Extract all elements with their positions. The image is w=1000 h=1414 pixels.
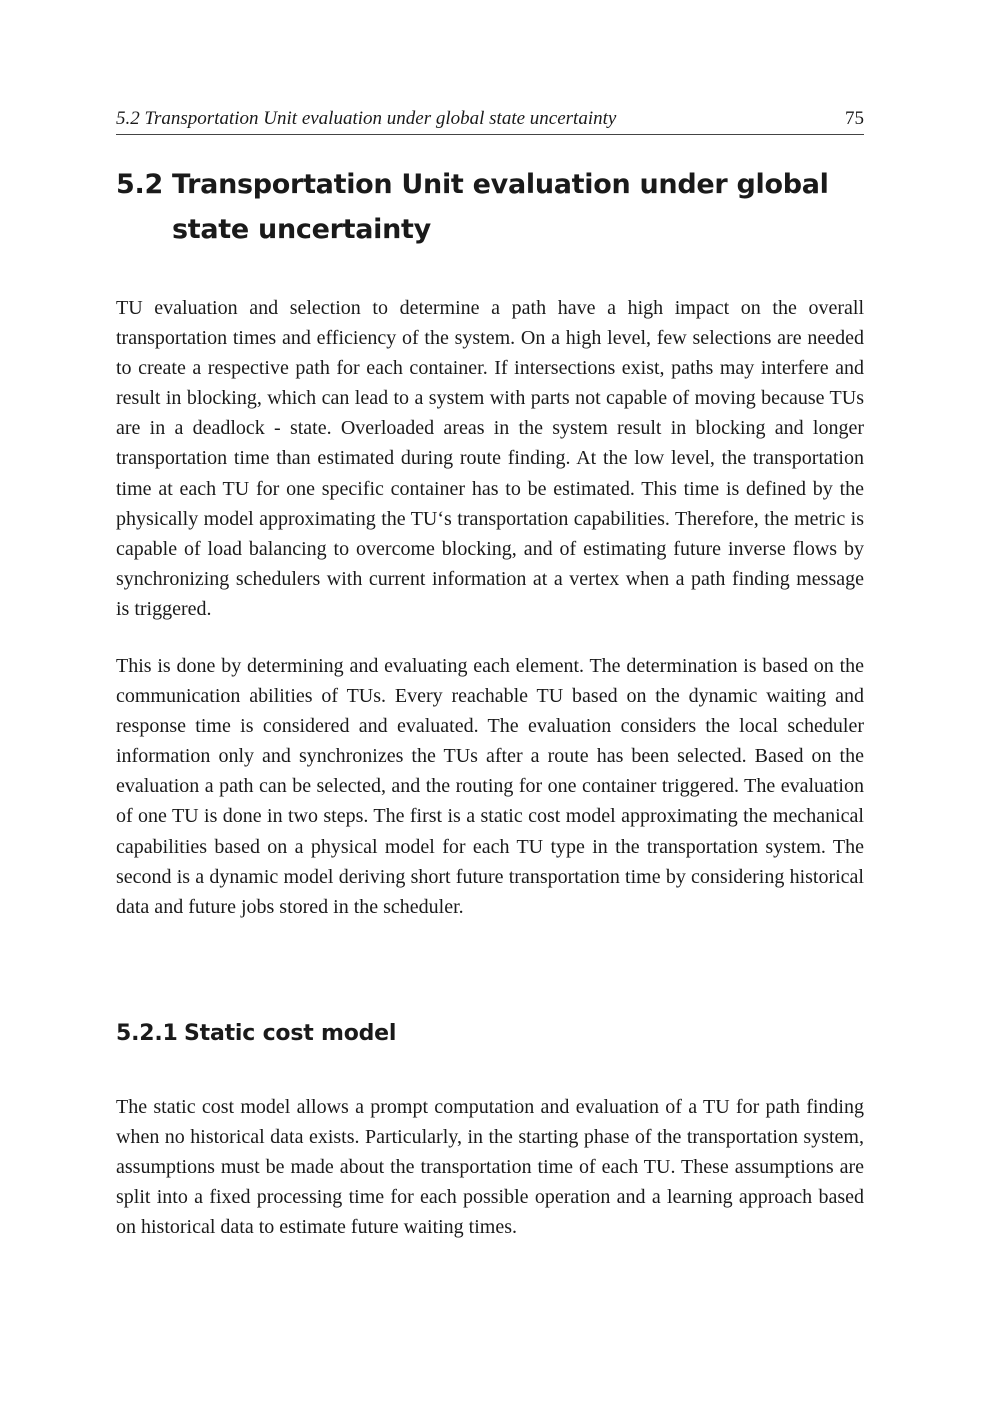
section-number: 5.2: [116, 169, 163, 200]
page-number: 75: [845, 108, 864, 129]
body-paragraph-2: This is done by determining and evaluating each element. The determination is based on the communication abilities of TUs. Every reachable TU based on the dynamic waiting and response time is considered and evaluated. The evaluation considers the local scheduler information only and synchronizes the TUs after a route has been selected. Based on the evaluation a path can be selected, and the routing for one container triggered. The evaluation of one TU is done in two steps. The first is a static cost model approximating the mechanical capabilities based on a physical model for each TU type in the transportation system. The second is a dynamic model deriving short future transportation time by considering historical data and future jobs stored in the scheduler.: [116, 655, 864, 918]
subsection-number: 5.2.1: [116, 1021, 178, 1046]
subsection-paragraph: The static cost model allows a prompt computation and evaluation of a TU for path finding when no historical data exists. Particularly, in the starting phase of the transportation system, assumptions must be made about the transportation time of each TU. These assumptions are split into a fixed processing time for each possible operation and a learning approach based on historical data to estimate future waiting times.: [116, 1096, 864, 1239]
subsection-title: Static cost model: [184, 1021, 397, 1046]
section-heading: [116, 162, 864, 252]
subsection-heading: [116, 1018, 864, 1050]
body-paragraph-1: TU evaluation and selection to determine a path have a high impact on the overall transportation times and efficiency of the system. On a high level, few selections are needed to create a respective path for each container. If intersections exist, paths may interfere and result in blocking, which can lead to a system with parts not capable of moving because TUs are in a deadlock - state. Overloaded areas in the system result in blocking and longer transportation time than estimated during route finding. At the low level, the transportation time at each TU for one specific container has to be estimated. This time is defined by the physically model approximating the TU‘s transportation capabilities. Therefore, the metric is capable of load balancing to overcome blocking, and of estimating future inverse flows by synchronizing schedulers with current information at a vertex when a path finding message is triggered.: [116, 297, 864, 620]
running-header-title: 5.2 Transportation Unit evaluation under global state uncertainty: [116, 108, 617, 129]
running-header: [116, 108, 864, 135]
section-title: Transportation Unit evaluation under global state uncertainty: [172, 169, 829, 245]
